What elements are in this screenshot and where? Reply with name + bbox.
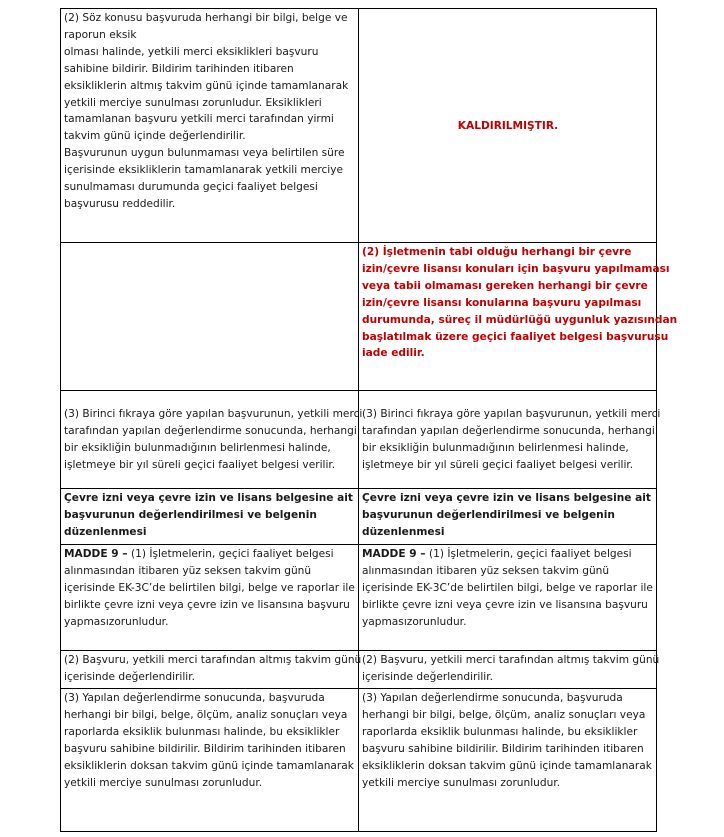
section-heading-old	[61, 489, 359, 545]
repealed-notice: KALDIRILMIŞTIR.	[457, 119, 559, 132]
new-text-cell	[359, 9, 657, 243]
text-line: birlikte çevre izni veya çevre izin ve lisansına başvuru	[64, 598, 350, 611]
added-text-line: (2) İşletmenin tabi olduğu herhangi bir çevre	[362, 246, 632, 258]
text-line: yetkili merciye sunulması zorunludur. Eksiklikleri	[64, 96, 322, 109]
added-text-line: başlatılmak üzere geçici faaliyet belgesi başvurusu	[362, 330, 669, 343]
text-line: sahibine bildirir. Bildirim tarihinden itibaren	[64, 62, 294, 75]
text-line: içerisinde eksikliklerin tamamlanarak yetkili merciye	[64, 164, 344, 177]
table-row	[61, 489, 657, 545]
old-text-cell	[61, 391, 363, 489]
old-text-cell	[61, 689, 359, 832]
text-line: içerisinde değerlendirilir.	[362, 670, 493, 683]
text-line: olması halinde, yetkili merci eksiklikleri başvuru	[64, 45, 319, 58]
added-text-line: veya tabii olmaması gereken herhangi bir çevre	[362, 279, 648, 292]
heading-line: düzenlenmesi	[64, 525, 147, 538]
text-line: (3) Yapılan değerlendirme sonucunda, başvuruda	[64, 692, 325, 704]
text-line: yetkili merciye sunulması zorunludur.	[64, 776, 263, 789]
text-line: işletmeye bir yıl süreli geçici faaliyet belgesi verilir.	[362, 458, 634, 471]
table-row	[61, 651, 657, 689]
text-line: içerisinde değerlendirilir.	[64, 670, 195, 683]
text-line: alınmasından itibaren yüz seksen takvim günü	[362, 564, 610, 577]
text-line: (2) Başvuru, yetkili merci tarafından altmış takvim günü	[64, 654, 362, 666]
added-text-line: iade edilir.	[362, 347, 425, 360]
text-line: sunulmaması durumunda geçici faaliyet belgesi	[64, 181, 318, 194]
heading-line: başvurunun değerlendirilmesi ve belgenin	[362, 508, 615, 521]
text-line: içerisinde EK-3C’de belirtilen bilgi, belge ve raporlar ile	[64, 581, 355, 594]
text-line: eksikliklerin altmış takvim günü içinde tamamlanarak	[64, 79, 349, 92]
article-label: MADDE 9 –	[64, 548, 128, 560]
table-row	[61, 243, 657, 391]
added-text-line: izin/çevre lisansı konuları için başvuru yapılmaması	[362, 262, 670, 275]
table-row	[61, 391, 657, 489]
new-text-cell	[359, 391, 661, 489]
text-line: (3) Birinci fıkraya göre yapılan başvurunun, yetkili merci	[362, 408, 661, 421]
text-line: başvuru sahibine bildirilir. Bildirim tarihinden itibaren	[362, 742, 644, 755]
article-label: MADDE 9 –	[362, 548, 426, 560]
text-line: başvurusu reddedilir.	[64, 197, 176, 210]
table-row	[61, 9, 657, 243]
table-row	[61, 689, 657, 832]
heading-line: başvurunun değerlendirilmesi ve belgenin	[64, 508, 317, 521]
text-line: raporlarda eksiklik bulunması halinde, bu eksiklikler	[64, 725, 340, 738]
comparison-table	[60, 8, 678, 832]
text-line: herhangi bir bilgi, belge, ölçüm, analiz sonuçları veya	[64, 708, 348, 721]
old-text-cell	[61, 651, 362, 689]
text-line: herhangi bir bilgi, belge, ölçüm, analiz sonuçları veya	[362, 708, 646, 721]
heading-line: Çevre izni veya çevre izin ve lisans belgesine ait	[64, 492, 353, 504]
text-line: alınmasından itibaren yüz seksen takvim günü	[64, 564, 312, 577]
text-line: (3) Yapılan değerlendirme sonucunda, başvuruda	[362, 692, 623, 704]
text-line: içerisinde EK-3C’de belirtilen bilgi, belge ve raporlar ile	[362, 581, 653, 594]
heading-line: Çevre izni veya çevre izin ve lisans belgesine ait	[362, 492, 651, 504]
text-line: eksikliklerin doksan takvim günü içinde tamamlanarak	[362, 759, 652, 772]
text-line: (2) Başvuru, yetkili merci tarafından altmış takvim günü	[362, 654, 660, 666]
added-text-line: izin/çevre lisansı konularına başvuru yapılması	[362, 296, 642, 309]
section-heading-new	[359, 489, 657, 545]
new-text-cell	[359, 243, 678, 391]
text-line: işletmeye bir yıl süreli geçici faaliyet belgesi verilir.	[64, 458, 336, 471]
old-text-cell	[61, 9, 359, 243]
text-line: yapmasızorunludur.	[362, 615, 467, 628]
text-line: yetkili merciye sunulması zorunludur.	[362, 776, 561, 789]
text-line: (2) Söz konusu başvuruda herhangi bir bilgi, belge ve	[64, 12, 348, 24]
text-line: bir eksikliğin bulunmadığının belirlenmesi halinde,	[362, 442, 629, 454]
text-line: (3) Birinci fıkraya göre yapılan başvurunun, yetkili merci	[64, 408, 363, 421]
text-line: tamamlanan başvuru yetkili merci tarafından yirmi	[64, 113, 334, 126]
old-text-cell	[61, 545, 359, 651]
text-line: takvim günü içinde değerlendirilir.	[64, 130, 246, 143]
new-text-cell	[359, 689, 657, 832]
text-line: tarafından yapılan değerlendirme sonucunda, herhangi	[64, 425, 357, 438]
text-line: raporun eksik	[64, 28, 137, 41]
text-line: (1) İşletmelerin, geçici faaliyet belgesi	[127, 548, 334, 560]
text-line: başvuru sahibine bildirilir. Bildirim tarihinden itibaren	[64, 742, 346, 755]
text-line: Başvurunun uygun bulunmaması veya belirtilen süre	[64, 147, 345, 160]
text-line: raporlarda eksiklik bulunması halinde, bu eksiklikler	[362, 725, 638, 738]
text-line: (1) İşletmelerin, geçici faaliyet belgesi	[425, 548, 632, 560]
text-line: bir eksikliğin bulunmadığının belirlenmesi halinde,	[64, 442, 331, 454]
old-text-cell-empty	[61, 243, 359, 391]
text-line: yapmasızorunludur.	[64, 615, 169, 628]
added-text-line: durumunda, süreç il müdürlüğü uygunluk yazısından	[362, 313, 678, 326]
new-text-cell	[359, 545, 657, 651]
text-line: eksikliklerin doksan takvim günü içinde tamamlanarak	[64, 759, 354, 772]
new-text-cell	[359, 651, 660, 689]
table-row	[61, 545, 657, 651]
text-line: birlikte çevre izni veya çevre izin ve lisansına başvuru	[362, 598, 648, 611]
text-line: tarafından yapılan değerlendirme sonucunda, herhangi	[362, 425, 655, 438]
heading-line: düzenlenmesi	[362, 525, 445, 538]
